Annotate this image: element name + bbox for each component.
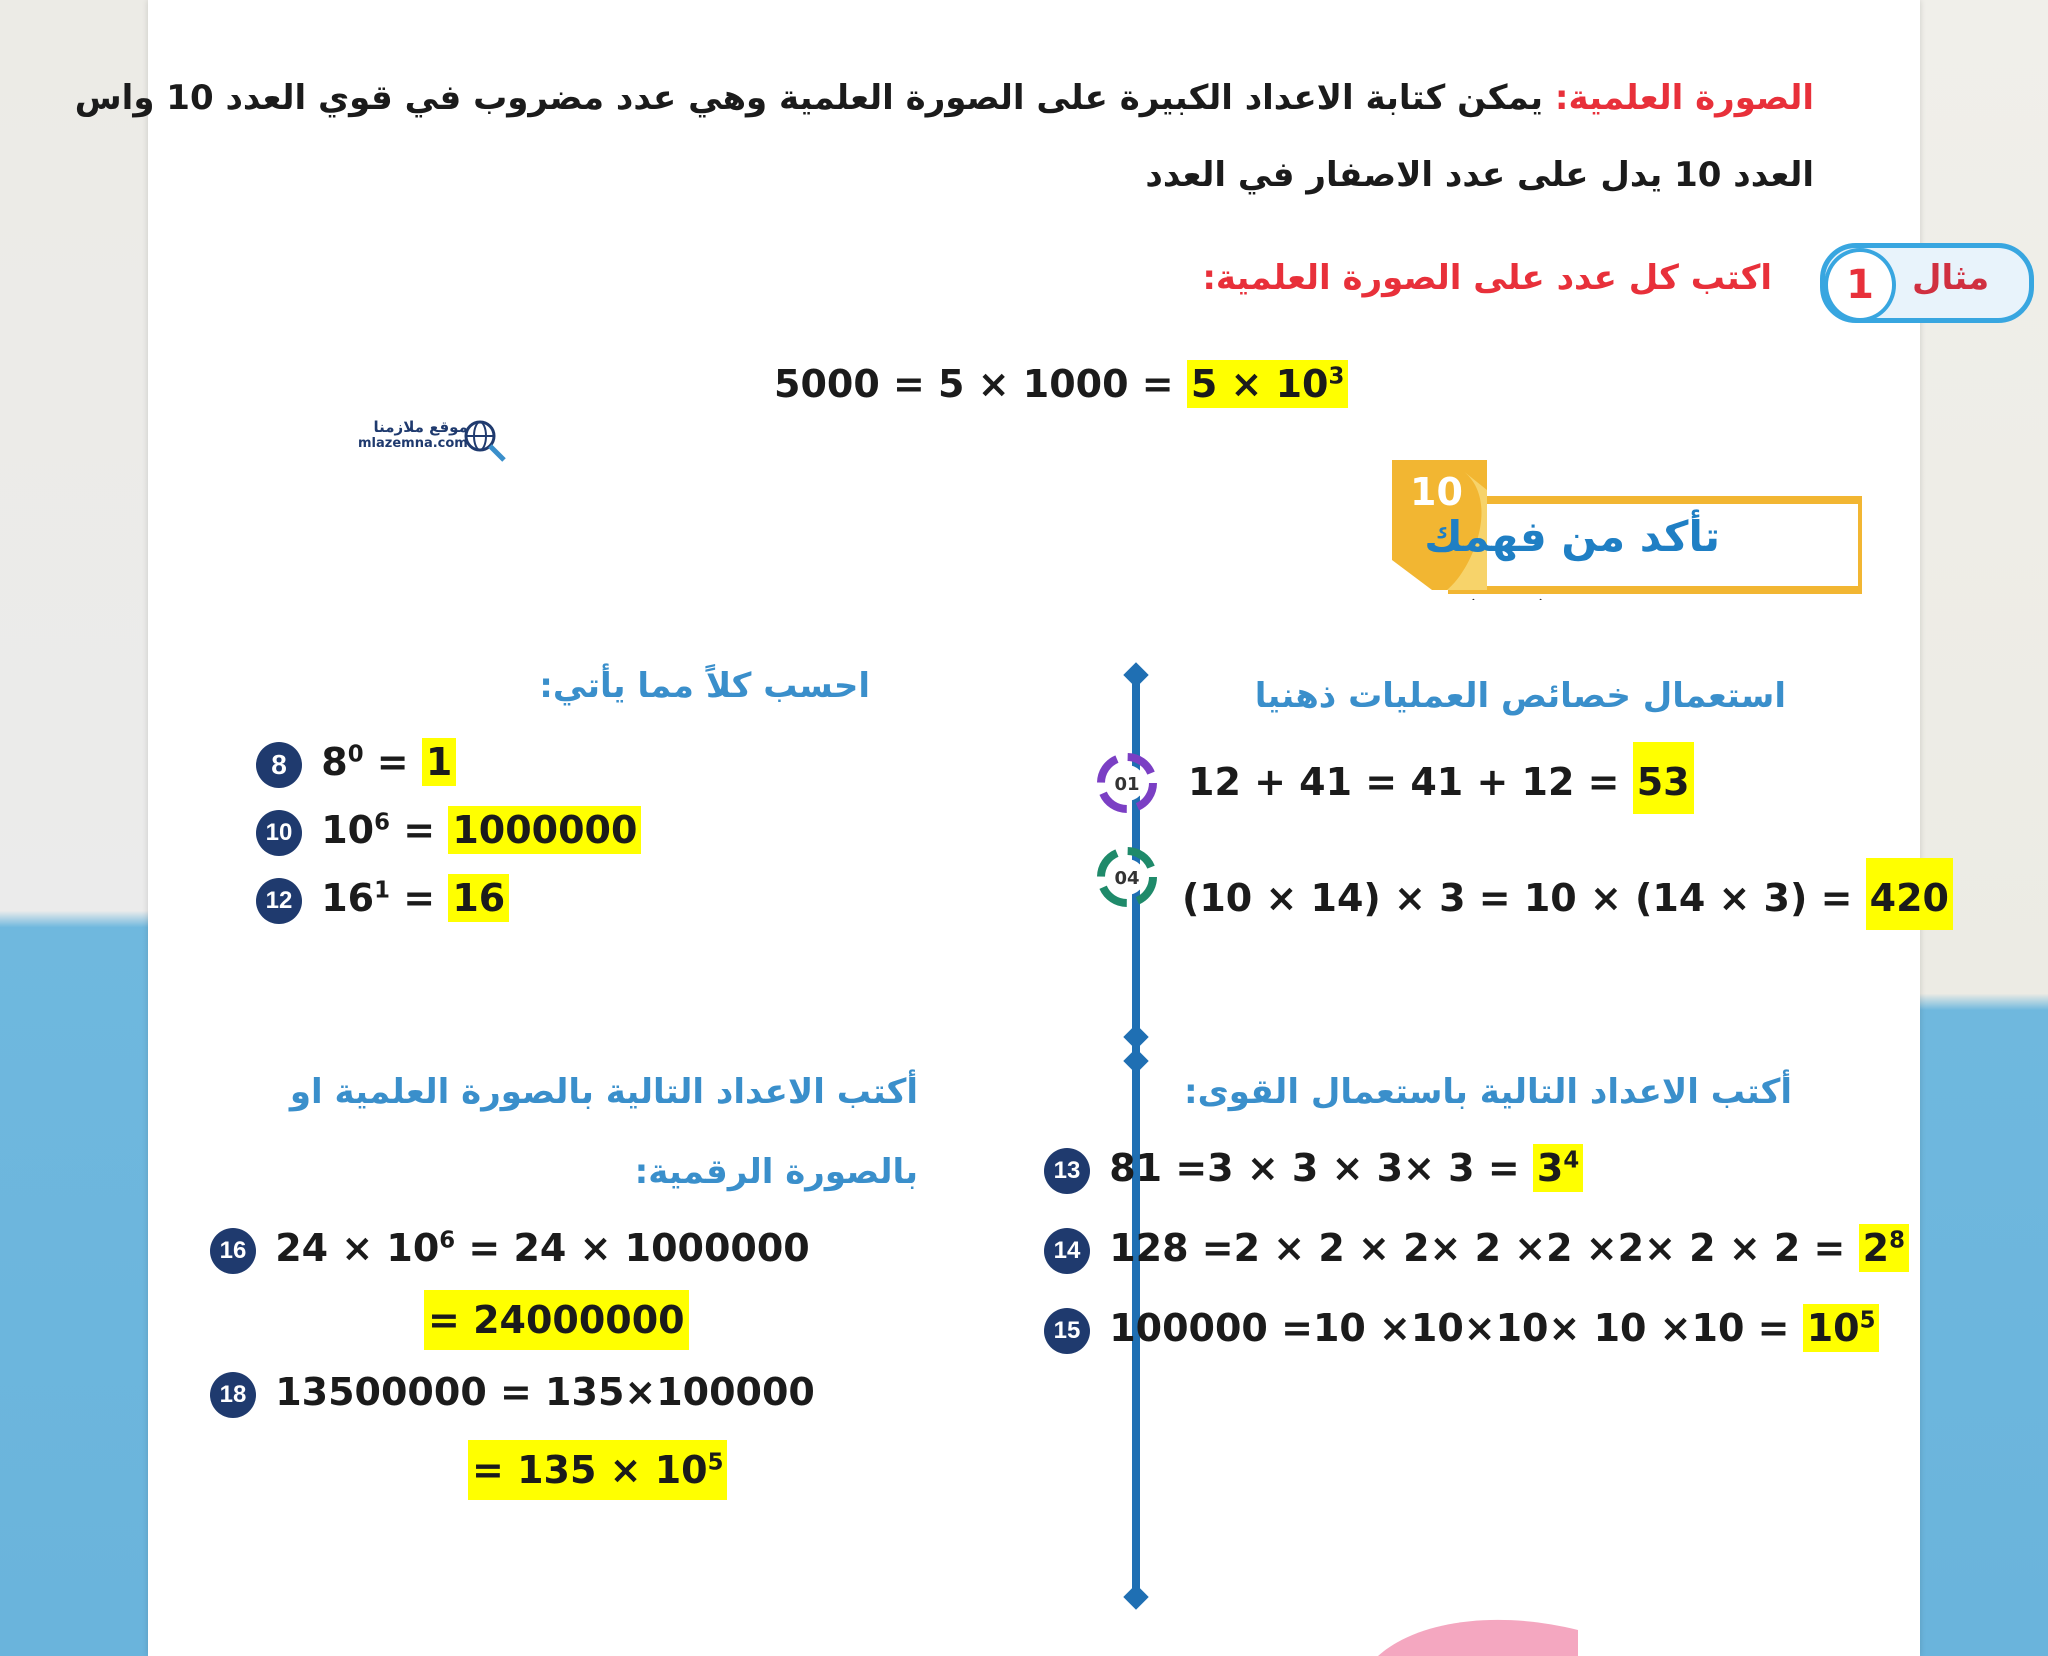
property-item-1-answer: 53 — [1633, 742, 1694, 814]
scientific-section-title-1: أكتب الاعداد التالية بالصورة العلمية او — [289, 1072, 918, 1112]
example-badge-label: مثال — [1912, 258, 1990, 298]
property-item-2-answer: 420 — [1866, 858, 1953, 930]
decorative-swoosh — [1378, 1610, 1578, 1656]
question-number-16: 16 — [210, 1228, 256, 1274]
divider-top-cap — [1123, 662, 1148, 687]
compute-item-10: 10 $10^6 = 1000000$ — [256, 808, 641, 856]
svg-text:04: 04 — [1114, 868, 1140, 889]
example-badge-number: 1 — [1824, 248, 1896, 322]
intro-line-1 — [75, 78, 1814, 118]
divider-middle-cap-2 — [1123, 1048, 1148, 1073]
powers-item-15: 15 $100000 =10 \times 10\times 10\times 10 \times 10 = 10^5$ — [1044, 1306, 1879, 1354]
compute-answer-8: 1 — [422, 738, 456, 786]
scientific-answer-18: = $135 \times 10^5$ — [468, 1448, 727, 1492]
scientific-item-18: 18 13500000 = 135×100000 — [210, 1370, 815, 1418]
divider-middle-cap-1 — [1123, 1024, 1148, 1049]
example-instruction: اكتب كل عدد على الصورة العلمية: — [1202, 258, 1772, 298]
worksheet-page — [74, 0, 1990, 1656]
question-number-18: 18 — [210, 1372, 256, 1418]
scientific-section-title-2: بالصورة الرقمية: — [634, 1152, 918, 1192]
question-number-8: 8 — [256, 742, 302, 788]
properties-section-title: استعمال خصائص العمليات ذهنيا — [1254, 676, 1786, 716]
step-04-icon — [1092, 842, 1162, 912]
property-item-1 — [1188, 760, 1694, 804]
example-equation — [774, 362, 1348, 406]
intro-line-2 — [1145, 155, 1814, 195]
compute-item-8: 8 $8^0 = 1$ — [256, 740, 456, 788]
property-item-1-expr: 12 + 41 = 41 + 12 = — [1188, 760, 1620, 804]
globe-search-icon — [462, 418, 510, 466]
question-number-10: 10 — [256, 810, 302, 856]
question-number-14: 14 — [1044, 1228, 1090, 1274]
compute-item-12: 12 $16^1 = 16$ — [256, 876, 509, 924]
background-left-panel — [0, 0, 150, 1656]
example-equation-prefix: 5000 = 5 × 1000 = — [774, 362, 1174, 406]
powers-answer-13: $3^4$ — [1533, 1144, 1583, 1192]
powers-answer-15: $10^5$ — [1803, 1304, 1880, 1352]
question-number-13: 13 — [1044, 1148, 1090, 1194]
powers-item-13: 13 $81 =3 \times 3 \times 3\times 3 = 3^4$ — [1044, 1146, 1583, 1194]
question-number-15: 15 — [1044, 1308, 1090, 1354]
divider-bottom-cap — [1123, 1584, 1148, 1609]
powers-answer-14: $2^8$ — [1859, 1224, 1909, 1272]
check-badge-title: تأكد من فهمك — [1424, 512, 1720, 561]
site-logo — [358, 418, 468, 451]
property-item-2-expr: (10 × 14) × 3 = 10 × (14 × 3) = — [1182, 876, 1853, 920]
powers-item-14: 14 $128 =2 \times 2 \times 2\times 2 \times 2 \times 2\times 2 \times 2 = 2^8$ — [1044, 1226, 1909, 1274]
compute-answer-10: 1000000 — [448, 806, 641, 854]
compute-answer-12: 16 — [448, 874, 509, 922]
intro-term: الصورة العلمية: — [1554, 78, 1814, 118]
site-logo-arabic: موقع ملازمنا — [373, 418, 468, 436]
check-badge-number: 10 — [1410, 470, 1463, 514]
property-item-2 — [1182, 876, 1953, 920]
site-logo-url: mlazemna.com — [358, 436, 468, 451]
intro-text-1: يمكن كتابة الاعداد الكبيرة على الصورة العلمية وهي عدد مضروب في قوي العدد 10 واس — [74, 78, 1544, 118]
question-number-12: 12 — [256, 878, 302, 924]
svg-text:01: 01 — [1114, 774, 1140, 795]
powers-section-title: أكتب الاعداد التالية باستعمال القوى: — [1184, 1072, 1792, 1112]
step-01-icon — [1092, 748, 1162, 818]
example-answer: $5 \times 10^3$ — [1187, 360, 1349, 408]
scientific-answer-16: = 24000000 — [424, 1298, 689, 1342]
intro-text-2: العدد 10 يدل على عدد الاصفار في العدد — [1145, 155, 1814, 195]
compute-section-title: احسب كلاً مما يأتي: — [539, 666, 870, 706]
scientific-item-16: 16 $24 \times 10^6 = 24 \times 1000000$ — [210, 1226, 810, 1274]
